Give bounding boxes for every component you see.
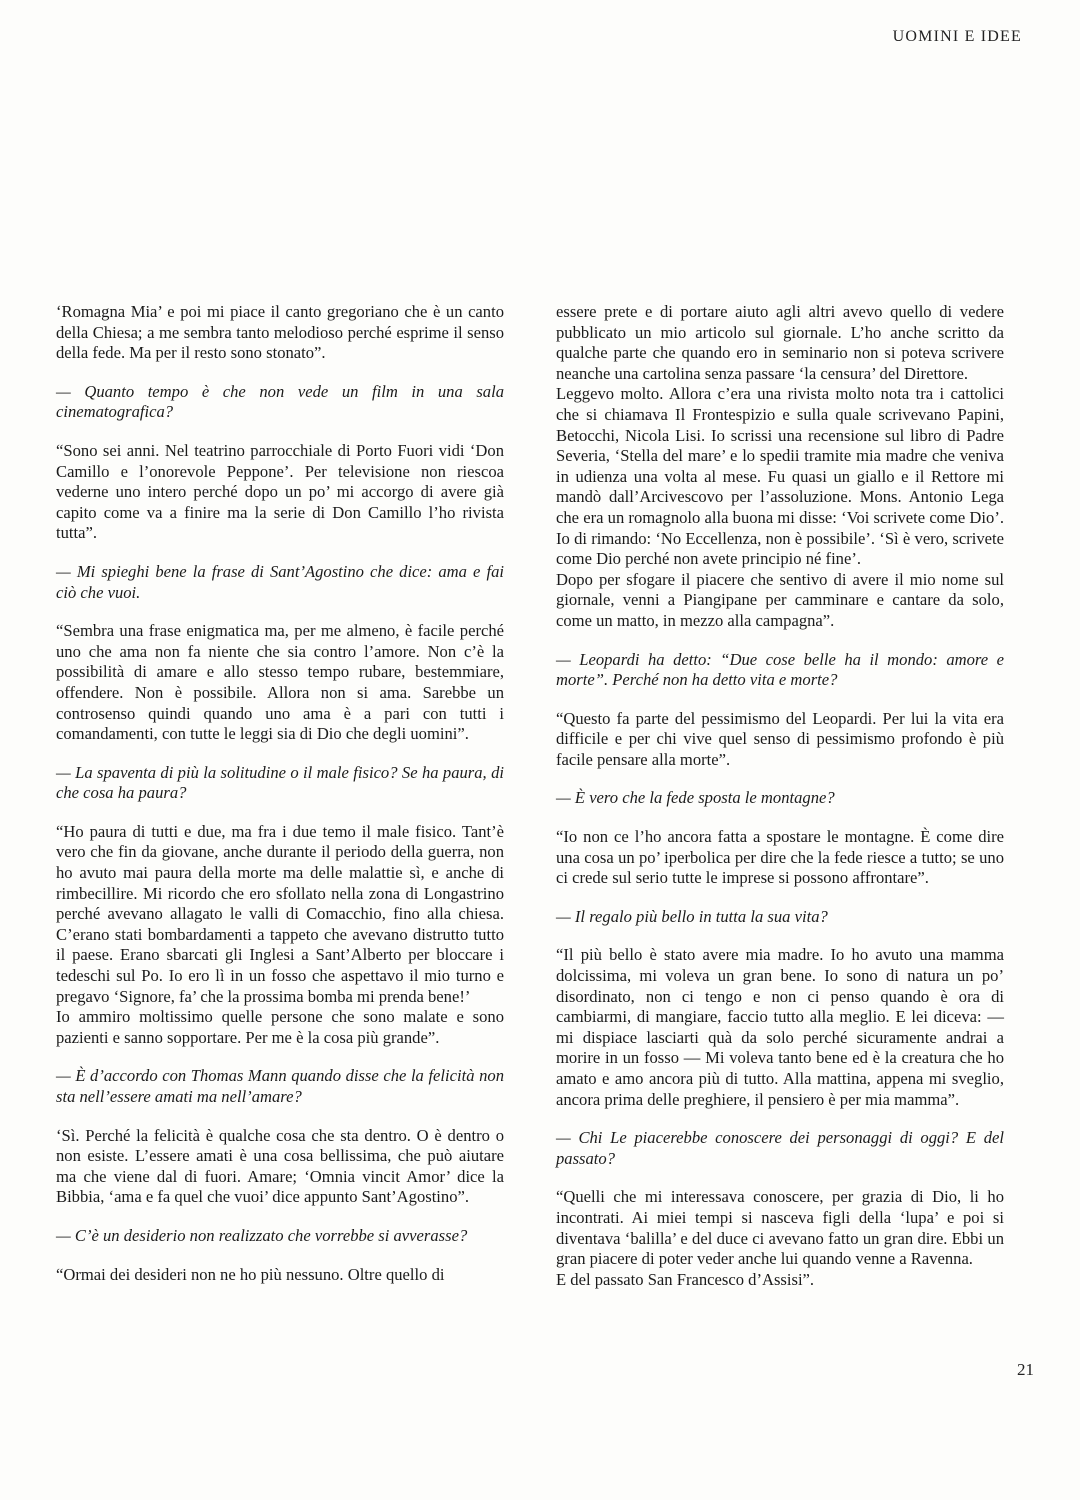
answer-paragraph: essere prete e di portare aiuto agli altri avevo quello di vedere pubblicato un mio articolo sul giornale. L’ho anche scritto da qualche parte che quando ero in seminario non si poteva scrivere neanche una cartolina senza passare ‘la censura’ del Direttore. bbox=[556, 302, 1004, 383]
answer-paragraph: ‘Romagna Mia’ e poi mi piace il canto gregoriano che è un canto della Chiesa; a me sembra tanto melodioso perché esprime il senso della fede. Ma per il resto sono stonato”. bbox=[56, 302, 504, 363]
answer-paragraph: “Sono sei anni. Nel teatrino parrocchiale di Porto Fuori vidi ‘Don Camillo e l’onorevole Peppone’. Per televisione non riescoa vederne uno intero perché dopo un po’ mi accorgo di avere già capito come va a finire ma la serie di Don Camillo l’ho rivista tutta”. bbox=[56, 440, 504, 543]
answer-paragraph: “Il più bello è stato avere mia madre. Io ho avuto una mamma dolcissima, mi voleva un gran bene. Io sono di natura un po’ disordinato, non ci tengo e non ci penso quando è ora di cambiarmi, di mangiare, faccio tutto alla meglio. E lei diceva: — mi dispiace lasciarti quà da solo perché sicuramente andrai a morire in un fosso — Mi voleva tanto bene ed è la creatura che ho amato e amo ancora più di tutto. Alla mattina, appena mi sveglio, ancora prima delle preghiere, il pensiero è per mia mamma”. bbox=[556, 945, 1004, 1109]
answer-paragraph: “Ormai dei desideri non ne ho più nessuno. Oltre quello di bbox=[56, 1264, 445, 1284]
answer-paragraph: “Questo fa parte del pessimismo del Leopardi. Per lui la vita era difficile e per chi vive quel senso di pessimismo profondo è più facile pensare alla morte”. bbox=[556, 708, 1004, 769]
answer-paragraph: “Io non ce l’ho ancora fatta a spostare le montagne. È come dire una cosa un po’ iperbolica per dire che la fede riesce a tutto; se uno ci crede sul serio tutte le imprese si possono affrontare”. bbox=[556, 827, 1004, 888]
question-paragraph: — Chi Le piacerebbe conoscere dei personaggi di oggi? E del passato? bbox=[556, 1128, 1004, 1168]
answer-paragraph: “Sembra una frase enigmatica ma, per me almeno, è facile perché uno che ama non fa niente che sia contro l’amore. Non c’è la possibilità di amare e allo stesso tempo rubare, bestemmiare, offendere. Non è possibile. Allora non si ama. Sarebbe un controsenso quindi quando uno ama è a pari con tutti i comandamenti, con tutte le leggi sia di Dio che degli uomini”. bbox=[56, 621, 504, 744]
answer-paragraph: E del passato San Francesco d’Assisi”. bbox=[556, 1269, 815, 1289]
answer-paragraph: Io ammiro moltissimo quelle persone che sono malate e sono pazienti e sanno sopportare. Per me è la cosa più grande”. bbox=[56, 1007, 504, 1047]
left-column bbox=[56, 302, 504, 1285]
question-paragraph: — C’è un desiderio non realizzato che vorrebbe si avverasse? bbox=[56, 1225, 468, 1245]
answer-paragraph: “Ho paura di tutti e due, ma fra i due temo il male fisico. Tant’è vero che fin da giovane, anche durante il periodo della guerra, non ho avuto mai paura della morte ma delle malattie sì, e anche di rimbecillire. Mi ricordo che ero sfollato nella zona di Longastrino perché avevano allagato le valli di Comacchio, fino alla chiesa. C’erano stati bombardamenti a tappeto che avevano distrutto tutto il paese. Erano sbarcati gli Inglesi a Sant’Alberto per bloccare i tedeschi sul Po. Io ero lì in un fosso che aspettavo il mio turno e pregavo ‘Signore, fa’ che la prossima bomba mi prenda bene!’ bbox=[56, 821, 504, 1006]
question-paragraph: — Quanto tempo è che non vede un film in una sala cinematografica? bbox=[56, 381, 504, 422]
question-paragraph: — Leopardi ha detto: “Due cose belle ha il mondo: amore e morte”. Perché non ha detto vita e morte? bbox=[556, 649, 1004, 690]
running-head: UOMINI E IDEE bbox=[892, 28, 1022, 45]
question-paragraph: — La spaventa di più la solitudine o il male fisico? Se ha paura, di che cosa ha paura? bbox=[56, 762, 504, 803]
question-paragraph: — Mi spieghi bene la frase di Sant’Agostino che dice: ama e fai ciò che vuoi. bbox=[56, 561, 504, 602]
question-paragraph: — È d’accordo con Thomas Mann quando disse che la felicità non sta nell’essere amati ma nell’amare? bbox=[56, 1066, 504, 1106]
answer-paragraph: Dopo per sfogare il piacere che sentivo di avere il mio nome sul giornale, venni a Piangipane per camminare e cantare da solo, come un matto, in mezzo alla campagna”. bbox=[556, 569, 1004, 630]
right-column bbox=[556, 302, 1004, 1290]
page-number: 21 bbox=[1017, 1360, 1034, 1379]
answer-paragraph: “Quelli che mi interessava conoscere, per grazia di Dio, li ho incontrati. Ai miei tempi si nasceva figli della ‘lupa’ e poi si diventava ‘balilla’ e del duce ci avevano fatto un gran dire. Ebbi un gran piacere di poter veder anche lui quando venne a Ravenna. bbox=[556, 1187, 1004, 1269]
question-paragraph: — È vero che la fede sposta le montagne? bbox=[556, 788, 835, 808]
answer-paragraph: ‘Sì. Perché la felicità è qualche cosa che sta dentro. O è dentro o non esiste. L’essere amati è una cosa bellissima, che può aiutare ma che viene dal di fuori. Amare; ‘Omnia vincit Amor’ dice la Bibbia, ‘ama e fa quel che vuoi’ dice appunto Sant’Agostino”. bbox=[56, 1125, 504, 1207]
answer-paragraph: Leggevo molto. Allora c’era una rivista molto nota tra i cattolici che si chiamava Il Frontespizio e sulla quale scrivevano Papini, Betocchi, Nicola Lisi. Io scrissi una recensione sul libro di Padre Severia, ‘Stella del mare’ e lo spedii tramite mia madre che veniva in udienza una volta al mese. Fu quasi un giallo e il Rettore mi mandò dall’Arcivescovo per l’assoluzione. Mons. Antonio Lega che era un romagnolo alla buona mi disse: ‘Voi scrivete come Dio’. Io di rimando: ‘No Eccellenza, non è possibile’. ‘Sì è vero, scrivete come Dio perché non avete principio né fine’. bbox=[556, 384, 1004, 569]
question-paragraph: — Il regalo più bello in tutta la sua vita? bbox=[556, 906, 828, 926]
